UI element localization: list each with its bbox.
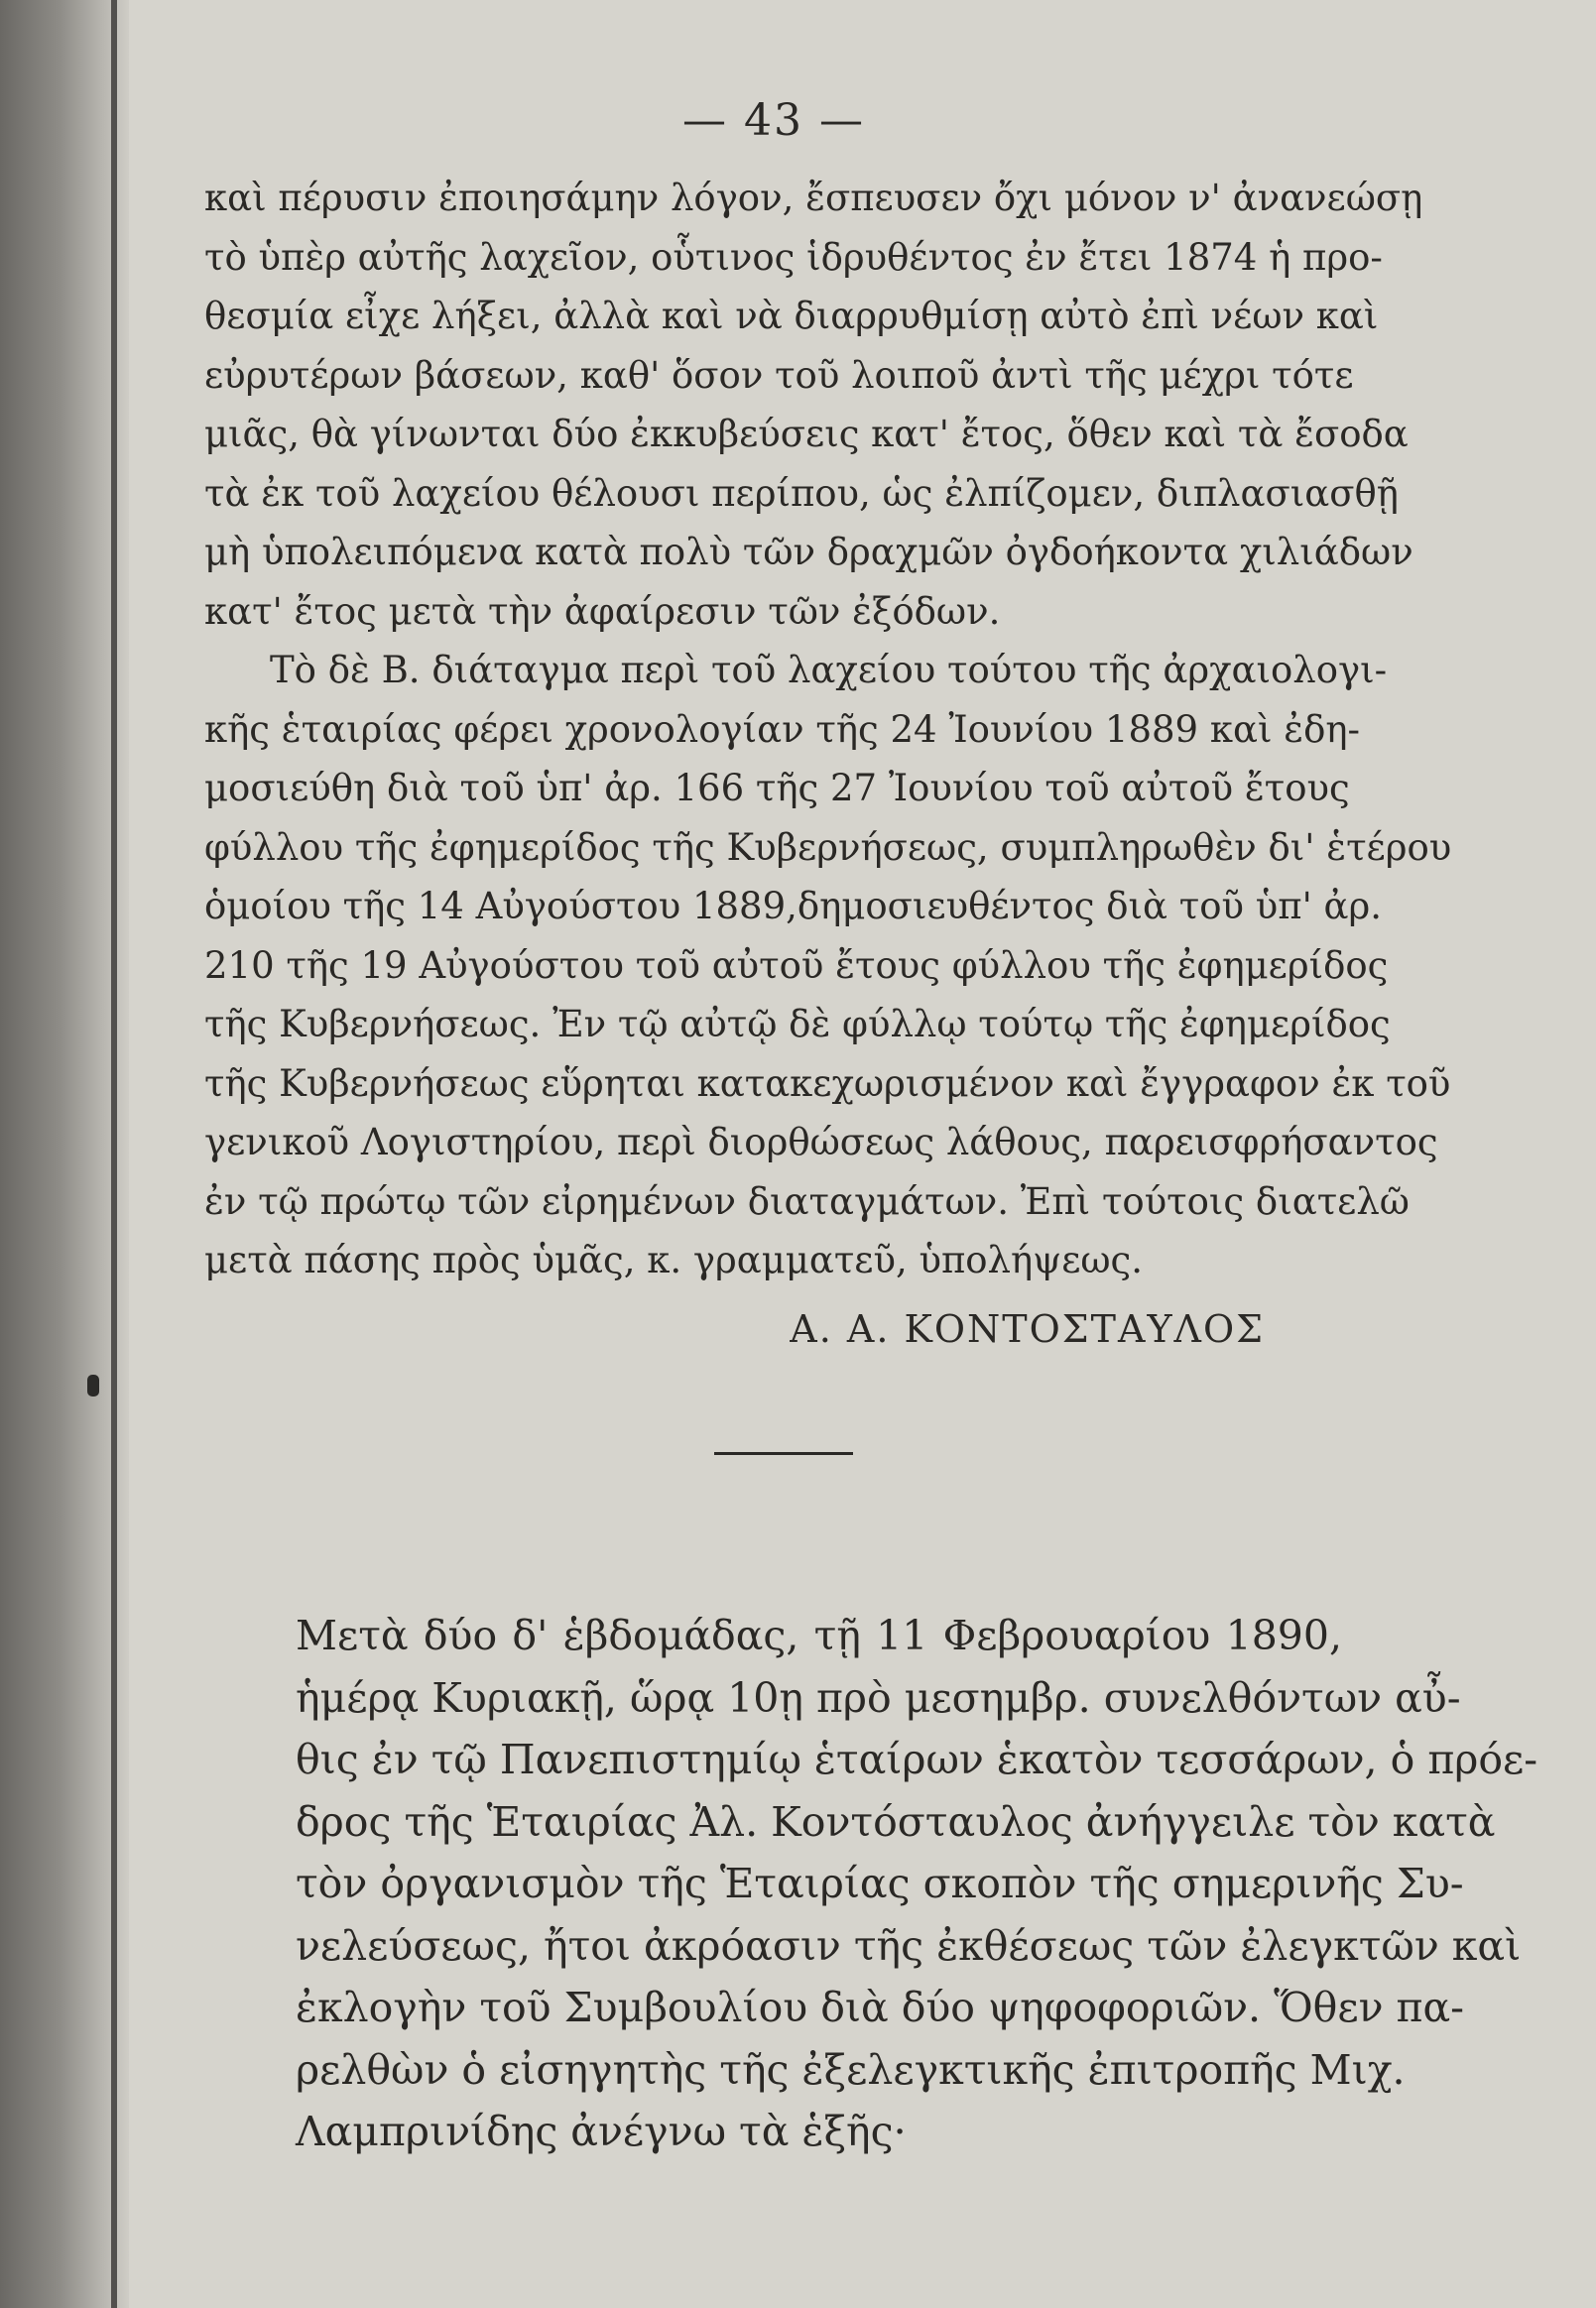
signature: Α. Α. ΚΟΝΤΟΣΤΑΥΛΟΣ [790,1307,1265,1351]
text-line: τὰ ἐκ τοῦ λαχείου θέλουσι περίπου, ὡς ἐλπίζομεν, διπλασιασθῇ [204,471,1399,515]
text-line: ἐν τῷ πρώτῳ τῶν εἰρημένων διαταγμάτων. Ἐπὶ τούτοις διατελῶ [204,1179,1410,1223]
text-line: δρος τῆς Ἑταιρίας Ἀλ. Κοντόσταυλος ἀνήγγειλε τὸν κατὰ [296,1797,1496,1846]
text-line: μὴ ὑπολειπόμενα κατὰ πολὺ τῶν δραχμῶν ὀγδοήκοντα χιλιάδων [204,531,1413,573]
page-number: — 43 — [682,95,865,146]
text-line: θις ἐν τῷ Πανεπιστημίῳ ἑταίρων ἑκατὸν τεσσάρων, ὁ πρόε- [296,1736,1538,1783]
text-line: τὸν ὀργανισμὸν τῆς Ἑταιρίας σκοπὸν τῆς σημερινῆς Συ- [296,1860,1464,1907]
book-page [188,0,1538,2308]
text-line: Τὸ δὲ Β. διάταγμα περὶ τοῦ λαχείου τούτου τῆς ἀρχαιολογι- [270,649,1388,691]
text-line: εὐρυτέρων βάσεων, καθ' ὅσον τοῦ λοιποῦ ἀντὶ τῆς μέχρι τότε [204,353,1354,397]
text-line: νελεύσεως, ἤτοι ἀκρόασιν τῆς ἐκθέσεως τῶν ἐλεγκτῶν καὶ [296,1921,1522,1970]
section-divider [714,1452,853,1455]
text-line: θεσμία εἶχε λήξει, ἀλλὰ καὶ νὰ διαρρυθμίσῃ αὐτὸ ἐπὶ νέων καὶ [204,295,1379,337]
scan-page-edge [0,0,129,2308]
text-line: ρελθὼν ὁ εἰσηγητὴς τῆς ἐξελεγκτικῆς ἐπιτροπῆς Μιχ. [296,2045,1406,2094]
binding-shadow-line [111,0,117,2308]
text-line: ὁμοίου τῆς 14 Αὐγούστου 1889,δημοσιευθέντος διὰ τοῦ ὑπ' ἀρ. [204,885,1382,927]
upper-text-block [204,169,1452,1290]
text-line: καὶ πέρυσιν ἐποιησάμην λόγον, ἔσπευσεν ὄχι μόνον ν' ἀνανεώσῃ [204,177,1423,219]
text-line: γενικοῦ Λογιστηρίου, περὶ διορθώσεως λάθους, παρεισφρήσαντος [204,1121,1438,1163]
text-line: τῆς Κυβερνήσεως εὕρηται κατακεχωρισμένον καὶ ἔγγραφον ἐκ τοῦ [204,1061,1451,1105]
text-line: μοσιεύθη διὰ τοῦ ὑπ' ἀρ. 166 τῆς 27 Ἰουνίου τοῦ αὐτοῦ ἔτους [204,767,1350,809]
text-line: φύλλου τῆς ἐφημερίδος τῆς Κυβερνήσεως, συμπληρωθὲν δι' ἑτέρου [204,825,1452,869]
text-line: τῆς Κυβερνήσεως. Ἐν τῷ αὐτῷ δὲ φύλλῳ τούτῳ τῆς ἐφημερίδος [204,1003,1391,1045]
text-line: ἐκλογὴν τοῦ Συμβουλίου διὰ δύο ψηφοφοριῶν. Ὅθεν πα- [296,1984,1465,2031]
text-line: μετὰ πάσης πρὸς ὑμᾶς, κ. γραμματεῦ, ὑπολήψεως. [204,1239,1144,1281]
text-line: ἡμέρᾳ Κυριακῇ, ὥρᾳ 10ῃ πρὸ μεσημβρ. συνελθόντων αὖ- [296,1673,1461,1722]
text-line: 210 τῆς 19 Αὐγούστου τοῦ αὐτοῦ ἔτους φύλλου τῆς ἐφημερίδος [204,943,1389,987]
text-line: Μετὰ δύο δ' ἑβδομάδας, τῇ 11 Φεβρουαρίου 1890, [296,1612,1342,1659]
margin-ink-mark [87,1375,99,1397]
text-line: τὸ ὑπὲρ αὐτῆς λαχεῖον, οὗτινος ἱδρυθέντος ἐν ἔτει 1874 ἡ προ- [204,235,1383,279]
text-line: μιᾶς, θὰ γίνωνται δύο ἐκκυβεύσεις κατ' ἔτος, ὅθεν καὶ τὰ ἔσοδα [204,413,1409,455]
text-line: κατ' ἔτος μετὰ τὴν ἀφαίρεσιν τῶν ἐξόδων. [204,589,1001,633]
text-line: κῆς ἑταιρίας φέρει χρονολογίαν τῆς 24 Ἰουνίου 1889 καὶ ἐδη- [204,707,1361,751]
text-line: Λαμπρινίδης ἀνέγνω τὰ ἑξῆς· [296,2108,907,2155]
lower-text-block [296,1605,1538,2163]
